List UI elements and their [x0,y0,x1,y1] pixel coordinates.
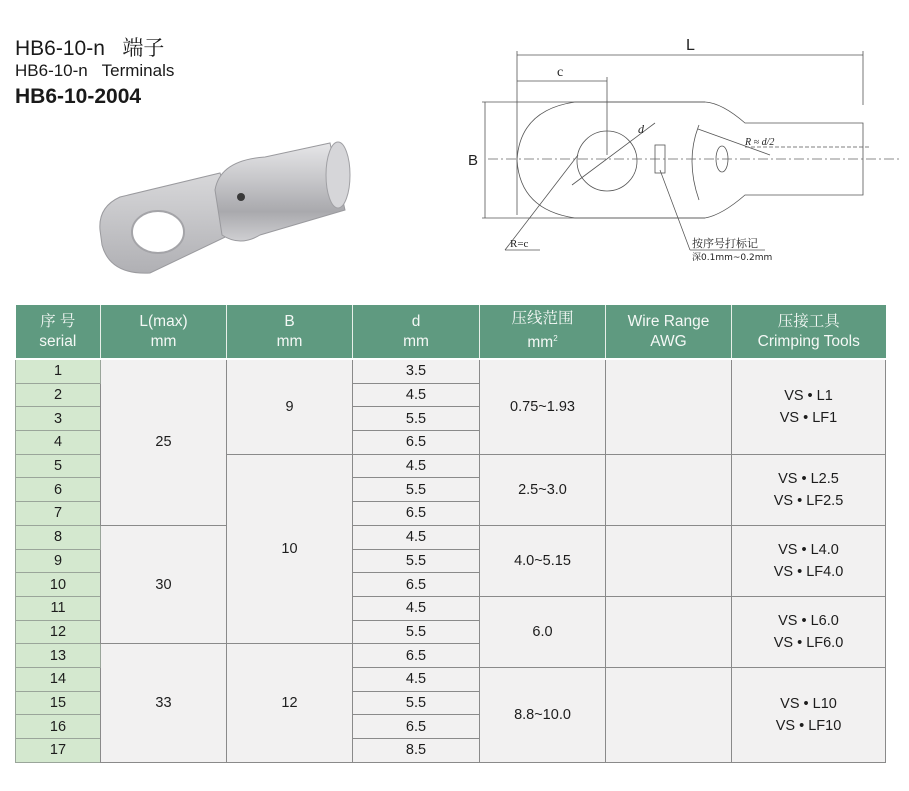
dim-d-label: d [638,122,644,136]
length-cell: 30 [101,525,227,643]
crimping-tool-cell: VS • L2.5 VS • LF2.5 [732,454,886,525]
serial-cell: 16 [16,715,101,739]
serial-cell: 14 [16,667,101,691]
wire-range-cell: 4.0~5.15 [480,525,606,596]
diameter-cell: 5.5 [353,478,480,502]
diameter-cell: 6.5 [353,715,480,739]
serial-cell: 4 [16,431,101,455]
serial-cell: 1 [16,359,101,383]
table-header-row [16,305,886,359]
awg-cell [606,596,732,667]
diameter-cell: 6.5 [353,644,480,668]
diameter-cell: 5.5 [353,549,480,573]
marking-depth-note: 深0.1mm~0.2mm [692,253,773,263]
serial-cell: 17 [16,739,101,763]
radius-d-label: R ≈ d/2 [745,137,775,148]
header-wire-range-awg: Wire Range AWG [606,305,732,359]
dimension-drawing [460,25,905,270]
diameter-cell: 6.5 [353,573,480,597]
serial-cell: 9 [16,549,101,573]
crimping-tool-cell: VS • L1 VS • LF1 [732,359,886,454]
serial-cell: 13 [16,644,101,668]
width-cell: 9 [227,359,353,454]
diameter-cell: 8.5 [353,739,480,763]
serial-cell: 12 [16,620,101,644]
diameter-cell: 6.5 [353,502,480,526]
dim-L-label: L [686,37,695,54]
crimping-tool-cell: VS • L10 VS • LF10 [732,667,886,762]
table-row [16,525,886,549]
header-width: B mm [227,305,353,359]
diameter-cell: 5.5 [353,407,480,431]
header-crimping-tools: 压接工具 Crimping Tools [732,305,886,359]
serial-cell: 5 [16,454,101,478]
width-cell: 12 [227,644,353,762]
awg-cell [606,359,732,454]
diameter-cell: 4.5 [353,667,480,691]
header-length: L(max) mm [101,305,227,359]
awg-cell [606,525,732,596]
awg-cell [606,454,732,525]
header-wire-range-mm2: 压线范围 $mm^2$ [480,305,606,359]
diameter-cell: 4.5 [353,596,480,620]
serial-cell: 8 [16,525,101,549]
diameter-cell: 4.5 [353,383,480,407]
width-cell: 10 [227,454,353,644]
serial-cell: 3 [16,407,101,431]
wire-range-cell: 2.5~3.0 [480,454,606,525]
crimping-tool-cell: VS • L6.0 VS • LF6.0 [732,596,886,667]
diameter-cell: 6.5 [353,431,480,455]
crimping-tool-cell: VS • L4.0 VS • LF4.0 [732,525,886,596]
serial-cell: 10 [16,573,101,597]
diameter-cell: 3.5 [353,359,480,383]
awg-cell [606,667,732,762]
serial-cell: 7 [16,502,101,526]
standard-number: HB6-10-2004 [15,85,142,108]
dim-B-label: B [468,152,479,169]
diameter-cell: 5.5 [353,691,480,715]
serial-cell: 11 [16,596,101,620]
serial-cell: 15 [16,691,101,715]
serial-cell: 2 [16,383,101,407]
diameter-cell: 4.5 [353,525,480,549]
length-cell: 25 [101,359,227,525]
product-title-cn: HB6-10-n 端子 [15,37,165,60]
wire-range-cell: 6.0 [480,596,606,667]
spec-table [15,305,886,763]
serial-cell: 6 [16,478,101,502]
product-title-en: HB6-10-n Terminals [15,61,175,80]
diameter-cell: 5.5 [353,620,480,644]
length-cell: 33 [101,644,227,762]
header-serial: 序 号 serial [16,305,101,359]
diameter-cell: 4.5 [353,454,480,478]
wire-range-cell: 8.8~10.0 [480,667,606,762]
header-hole-diameter: d mm [353,305,480,359]
dim-c-label: c [557,65,564,80]
terminal-lug-photo [90,135,390,285]
radius-c-label: R=c [510,238,529,250]
wire-range-cell: 0.75~1.93 [480,359,606,454]
marking-note: 按序号打标记 [692,237,758,250]
table-row [16,359,886,383]
